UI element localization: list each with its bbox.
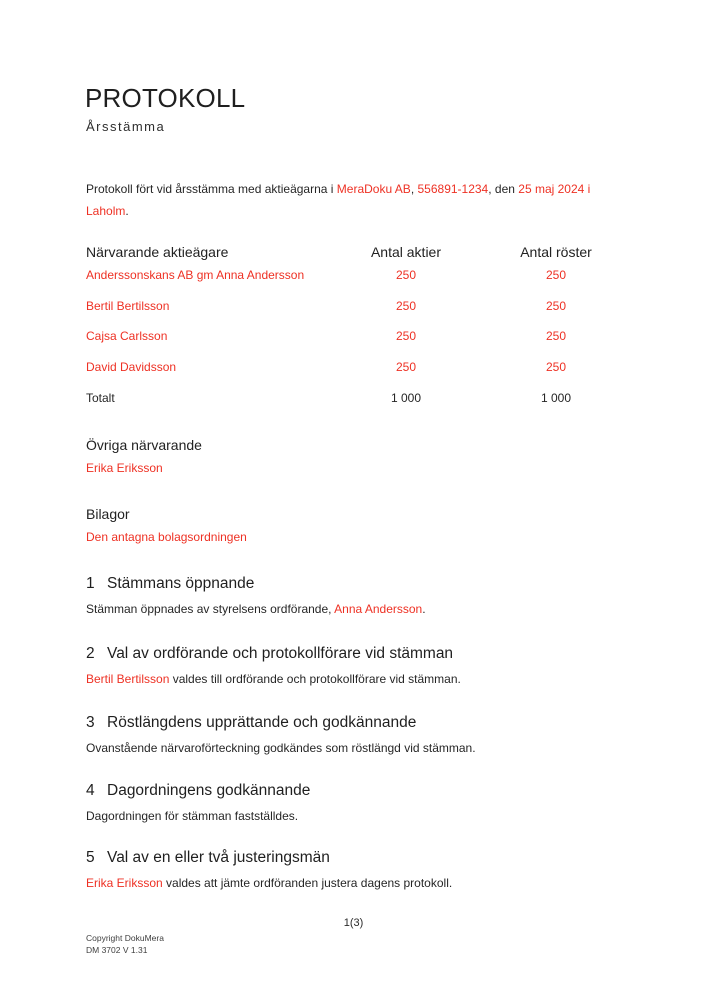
section-body: [86, 600, 686, 618]
vote-count: 250: [545, 360, 567, 374]
footer-page-number: 1(3): [343, 917, 364, 929]
table-total-row: [86, 391, 596, 405]
section-body: [86, 670, 686, 688]
copyright-line-2: DM 3702 V 1.31: [86, 944, 148, 955]
section-body: [86, 807, 686, 825]
section-number: 4: [86, 782, 95, 799]
text-segment: , den: [488, 182, 519, 196]
text-segment: .: [422, 602, 426, 616]
column-gap: [446, 329, 516, 343]
section-4: [86, 781, 686, 825]
page-title: PROTOKOLL: [85, 83, 246, 113]
text-segment: ,: [410, 182, 418, 196]
column-gap: [446, 360, 516, 374]
section-5: [86, 848, 686, 892]
total-shares: 1 000: [390, 391, 422, 405]
field-value: Anna Andersson: [334, 602, 423, 616]
section-title: Dagordningens godkännande: [107, 782, 311, 799]
attendee-name: Bertil Bertilsson: [86, 299, 170, 313]
text-segment: valdes till ordförande och protokollförare vid stämman.: [169, 672, 461, 686]
attachments-heading: Bilagor: [86, 506, 130, 522]
table-row: [86, 329, 596, 343]
section-title: Stämmans öppnande: [107, 575, 255, 592]
attendee-name: Anderssonskans AB gm Anna Andersson: [86, 268, 305, 282]
section-title: Val av en eller två justeringsmän: [107, 849, 330, 866]
total-label: Totalt: [86, 391, 115, 405]
section-number: 2: [86, 645, 95, 662]
column-gap: [446, 391, 516, 405]
text-segment: valdes att jämte ordföranden justera dagens protokoll.: [162, 876, 453, 890]
section-3: [86, 713, 686, 757]
vote-count: 250: [545, 268, 567, 282]
section-heading: [86, 574, 686, 594]
page-subtitle: Årsstämma: [86, 119, 166, 134]
section-2: [86, 644, 686, 688]
column-gap: [446, 299, 516, 313]
section-number: 5: [86, 849, 95, 866]
field-value: Erika Eriksson: [86, 876, 163, 890]
text-segment: Stämman öppnades av styrelsens ordförande,: [86, 602, 335, 616]
share-count: 250: [395, 299, 417, 313]
table-row: [86, 360, 596, 374]
field-value: Bertil Bertilsson: [86, 672, 170, 686]
text-segment: .: [125, 203, 129, 218]
field-value: 25 maj 2024 i: [518, 182, 591, 196]
section-heading: [86, 713, 686, 733]
column-header-attendees: Närvarande aktieägare: [86, 244, 229, 260]
footer-copyright: [86, 933, 164, 956]
field-value: Laholm: [86, 203, 126, 218]
section-1: [86, 574, 686, 618]
share-count: 250: [395, 329, 417, 343]
text-segment: Ovanstående närvaroförteckning godkändes som röstlängd vid stämman.: [86, 741, 476, 755]
table-row: [86, 268, 596, 282]
intro-paragraph: [86, 179, 686, 222]
copyright-line-1: Copyright DokuMera: [86, 933, 164, 943]
section-body: [86, 874, 686, 892]
section-number: 3: [86, 714, 95, 731]
total-votes: 1 000: [540, 391, 572, 405]
section-number: 1: [86, 575, 95, 592]
section-title: Val av ordförande och protokollförare vid stämman: [107, 645, 454, 662]
column-header-shares: Antal aktier: [370, 244, 442, 260]
column-gap: [446, 268, 516, 282]
section-title: Röstlängdens upprättande och godkännande: [107, 714, 417, 731]
section-heading: [86, 848, 686, 868]
vote-count: 250: [545, 329, 567, 343]
section-heading: [86, 781, 686, 801]
share-count: 250: [395, 268, 417, 282]
vote-count: 250: [545, 299, 567, 313]
others-present-heading: Övriga närvarande: [86, 437, 202, 453]
column-header-votes: Antal röster: [520, 244, 592, 260]
attachments-value: Den antagna bolagsordningen: [86, 530, 247, 544]
column-gap: [446, 244, 516, 260]
attendee-name: Cajsa Carlsson: [86, 329, 168, 343]
section-body: [86, 739, 686, 757]
attendee-name: David Davidsson: [86, 360, 177, 374]
attendees-table: [86, 244, 596, 414]
share-count: 250: [395, 360, 417, 374]
table-header-row: [86, 244, 596, 260]
section-heading: [86, 644, 686, 664]
text-segment: Dagordningen för stämman fastställdes.: [86, 809, 299, 823]
others-present-value: Erika Eriksson: [86, 461, 163, 475]
text-segment: Protokoll fört vid årsstämma med aktieägarna i: [86, 182, 337, 196]
field-value: MeraDoku AB: [336, 182, 411, 196]
field-value: 556891-1234: [417, 182, 489, 196]
table-row: [86, 299, 596, 313]
